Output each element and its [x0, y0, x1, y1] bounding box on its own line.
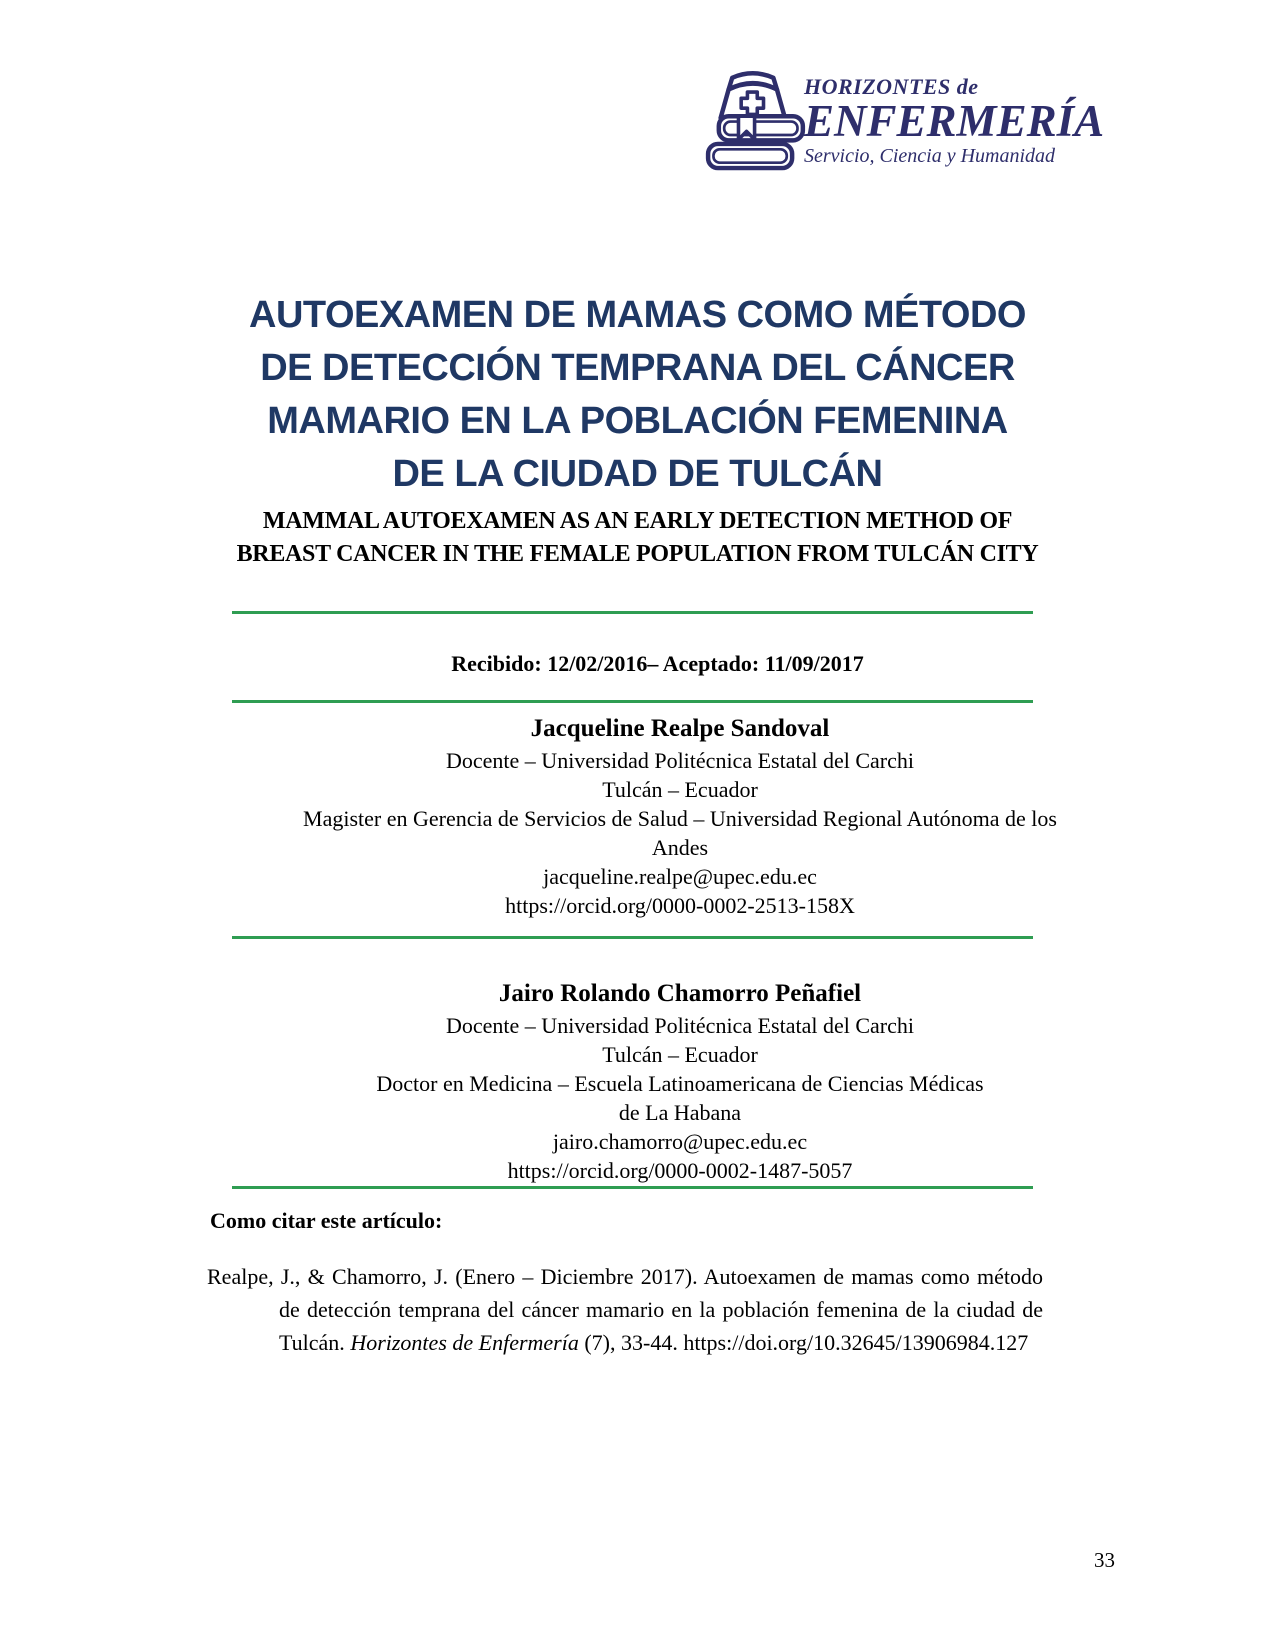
author-email[interactable]: jacqueline.realpe@upec.edu.ec [543, 864, 817, 889]
author-name: Jairo Rolando Chamorro Peñafiel [498, 980, 862, 1007]
citation-journal-name-italic: Horizontes de Enfermería [350, 1330, 579, 1355]
author-block-2 [250, 977, 1110, 1185]
author-location: Tulcán – Ecuador [602, 777, 758, 802]
author-location: Tulcán – Ecuador [602, 1042, 758, 1067]
author-degree-continued: de La Habana [618, 1100, 742, 1125]
citation-text-part2-doi-link[interactable]: (7), 33-44. https://doi.org/10.32645/13906984.127 [578, 1330, 1029, 1355]
section-rule [232, 611, 1033, 614]
section-rule [232, 700, 1033, 703]
author-name: Jacqueline Realpe Sandoval [530, 715, 830, 742]
received-accepted-dates: Recibido: 12/02/2016– Aceptado: 11/09/2017 [451, 651, 864, 676]
author-degree-continued: Andes [651, 835, 709, 860]
citation-text-part1: Realpe, J., & Chamorro, J. (Enero – Diciembre 2017). Autoexamen de mamas como método de detección temprana del cáncer mamario en la población femenina de la ciudad de Tulcán. [207, 1264, 1043, 1355]
author-orcid-link[interactable]: https://orcid.org/0000-0002-2513-158X [505, 893, 855, 918]
author-email[interactable]: jairo.chamorro@upec.edu.ec [552, 1129, 808, 1154]
article-title-line: AUTOEXAMEN DE MAMAS COMO MÉTODO [249, 294, 1026, 336]
section-rule [232, 1186, 1033, 1189]
author-affiliation: Docente – Universidad Politécnica Estatal del Carchi [446, 1013, 914, 1038]
nurse-cap-books-icon [692, 62, 810, 179]
article-title [0, 289, 1275, 501]
journal-name-top: HORIZONTES de [804, 74, 979, 99]
section-rule [232, 936, 1033, 939]
article-title-english [0, 505, 1275, 571]
page-number: 33 [1094, 1548, 1115, 1572]
author-degree: Doctor en Medicina – Escuela Latinoamericana de Ciencias Médicas [376, 1071, 984, 1096]
author-degree: Magister en Gerencia de Servicios de Salud – Universidad Regional Autónoma de los [303, 806, 1057, 831]
author-affiliation: Docente – Universidad Politécnica Estatal del Carchi [446, 748, 914, 773]
article-title-line: DE DETECCIÓN TEMPRANA DEL CÁNCER [260, 347, 1015, 389]
article-title-line: DE LA CIUDAD DE TULCÁN [392, 453, 883, 495]
article-title-english-line: MAMMAL AUTOEXAMEN AS AN EARLY DETECTION METHOD OF [262, 508, 1013, 534]
article-title-english-line: BREAST CANCER IN THE FEMALE POPULATION FROM TULCÁN CITY [236, 541, 1039, 567]
journal-logo-text [804, 56, 1105, 168]
citation-heading: Como citar este artículo: [210, 1208, 443, 1233]
author-orcid-link[interactable]: https://orcid.org/0000-0002-1487-5057 [507, 1158, 853, 1183]
citation-text [207, 1260, 1043, 1359]
author-block-1 [250, 712, 1110, 920]
journal-name-main: ENFERMERÍA [804, 96, 1105, 146]
journal-logo [692, 56, 1105, 176]
journal-tagline: Servicio, Ciencia y Humanidad [804, 145, 1056, 167]
article-title-line: MAMARIO EN LA POBLACIÓN FEMENINA [267, 400, 1008, 442]
